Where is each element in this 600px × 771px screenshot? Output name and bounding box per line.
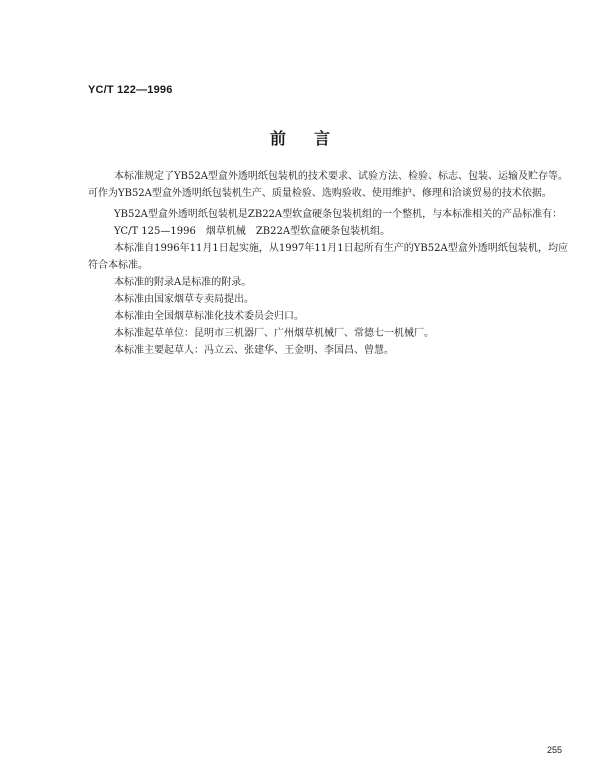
paragraph-related-standard-item: YC/T 125—1996 烟草机械 ZB22A型软盒硬条包装机组。	[114, 226, 391, 237]
paragraph-drafting-units: 本标准起草单位：昆明市三机器厂、广州烟草机械厂、常德七一机械厂。	[114, 328, 434, 339]
paragraph-drafters: 本标准主要起草人：冯立云、张建华、王金明、李国昌、曾慧。	[114, 345, 394, 356]
foreword-body	[88, 168, 568, 359]
paragraph-effective-date: 本标准自1996年11月1日起实施，从1997年11月1日起所有生产的YB52A型盒外透明纸包装机，均应符合本标准。	[88, 243, 568, 271]
paragraph-related-standards: YB52A型盒外透明纸包装机是ZB22A型软盒硬条包装机组的一个整机，与本标准相关的产品标准有：	[114, 209, 563, 220]
paragraph-administered-by: 本标准由全国烟草标准化技术委员会归口。	[114, 311, 304, 322]
page-title: 前言	[269, 129, 358, 148]
paragraph-scope: 本标准规定了YB52A型盒外透明纸包装机的技术要求、试验方法、检验、标志、包装、运输及贮存等。可作为YB52A型盒外透明纸包装机生产、质量检验、选购验收、使用维护、修理和洽谈贸易的技术依据。	[88, 171, 568, 199]
paragraph-appendix: 本标准的附录A是标准的附录。	[114, 277, 252, 288]
paragraph-proposed-by: 本标准由国家烟草专卖局提出。	[114, 294, 254, 305]
standard-code-header: YC/T 122—1996	[88, 84, 173, 96]
page-number: 255	[546, 745, 562, 755]
